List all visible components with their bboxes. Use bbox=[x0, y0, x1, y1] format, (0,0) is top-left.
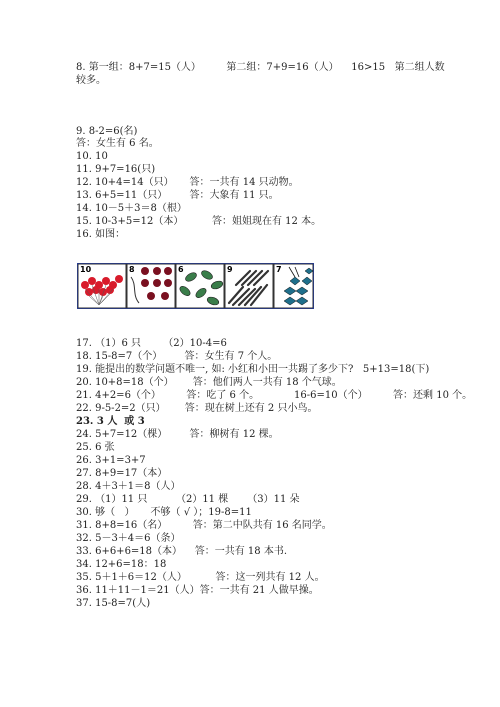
list-item: 30. 够（ ） 不够（ √ ）；19-8=11 bbox=[76, 507, 252, 518]
figure-number-9: 9 bbox=[227, 265, 233, 274]
figure-number-8: 8 bbox=[129, 265, 135, 274]
list-item: 21. 4+2=6（个） 答：吃了 6 个。 16-6=10（个） 答：还剩 10 个。 bbox=[76, 390, 473, 401]
para1-line2: 较多。 bbox=[76, 75, 106, 86]
list-item: 35. 5＋1＋6＝12（人） 答：这一列共有 12 人。 bbox=[76, 572, 325, 583]
list-item: 答：女生有 6 名。 bbox=[76, 138, 159, 149]
list-item: 33. 6+6+6=18（本） 答：一共有 18 本书. bbox=[76, 546, 288, 557]
list-item: 10. 10 bbox=[76, 151, 108, 162]
list-item: 18. 15-8=7（个） 答：女生有 7 个人。 bbox=[76, 351, 278, 362]
list-item: 23. 3 人 或 3 bbox=[76, 416, 145, 427]
figure-number-7: 7 bbox=[276, 265, 282, 274]
list-item: 28. 4＋3＋1＝8（人） bbox=[76, 481, 181, 492]
figure-number-10: 10 bbox=[80, 265, 92, 274]
list-item: 16. 如图： bbox=[76, 229, 126, 240]
list-item: 24. 5+7=12（棵） 答：柳树有 12 棵。 bbox=[76, 429, 279, 440]
list-item: 36. 11＋11－1＝21（人）答：一共有 21 人做早操。 bbox=[76, 585, 319, 596]
list-item: 32. 5－3＋4＝6（条） bbox=[76, 533, 181, 544]
list-item: 12. 10+4=14（只） 答：一共有 14 只动物。 bbox=[76, 177, 299, 188]
para1-line1: 8. 第一组：8+7=15（人） 第二组：7+9=16（人） 16>15 第二组人数 bbox=[76, 62, 445, 73]
list-item: 29. （1）11 只 （2）11 棵 （3）11 朵 bbox=[76, 494, 300, 505]
list-item: 15. 10-3+5=12（本） 答：姐姐现在有 12 本。 bbox=[76, 216, 322, 227]
list-item: 19. 能提出的数学问题不唯一, 如: 小红和小田一共踢了多少下? 5+13=18(下) bbox=[76, 364, 430, 375]
counting-illustration bbox=[77, 263, 314, 309]
list-item: 37. 15-8=7(人) bbox=[76, 598, 151, 609]
list-item: 26. 3+1=3+7 bbox=[76, 455, 146, 466]
figure-number-6: 6 bbox=[178, 265, 184, 274]
list-item: 22. 9-5-2=2（只） 答：现在树上还有 2 只小鸟。 bbox=[76, 403, 318, 414]
list-item: 11. 9+7=16(只) bbox=[76, 164, 156, 175]
list-item: 34. 12+6=18：18 bbox=[76, 559, 167, 570]
list-item: 27. 8+9=17（本） bbox=[76, 468, 168, 479]
list-item: 14. 10－5＋3＝8（根） bbox=[76, 203, 187, 214]
list-item: 9. 8-2=6(名) bbox=[76, 126, 138, 137]
list-item: 13. 6+5=11（只） 答：大象有 11 只。 bbox=[76, 190, 279, 201]
list-item: 17. （1）6 只 （2）10-4=6 bbox=[76, 338, 227, 349]
list-item: 31. 8+8=16（名） 答：第二中队共有 16 名同学。 bbox=[76, 520, 332, 531]
list-item: 25. 6 张 bbox=[76, 442, 115, 453]
list-item: 20. 10+8=18（个） 答：他们两人一共有 18 个气球。 bbox=[76, 377, 342, 388]
